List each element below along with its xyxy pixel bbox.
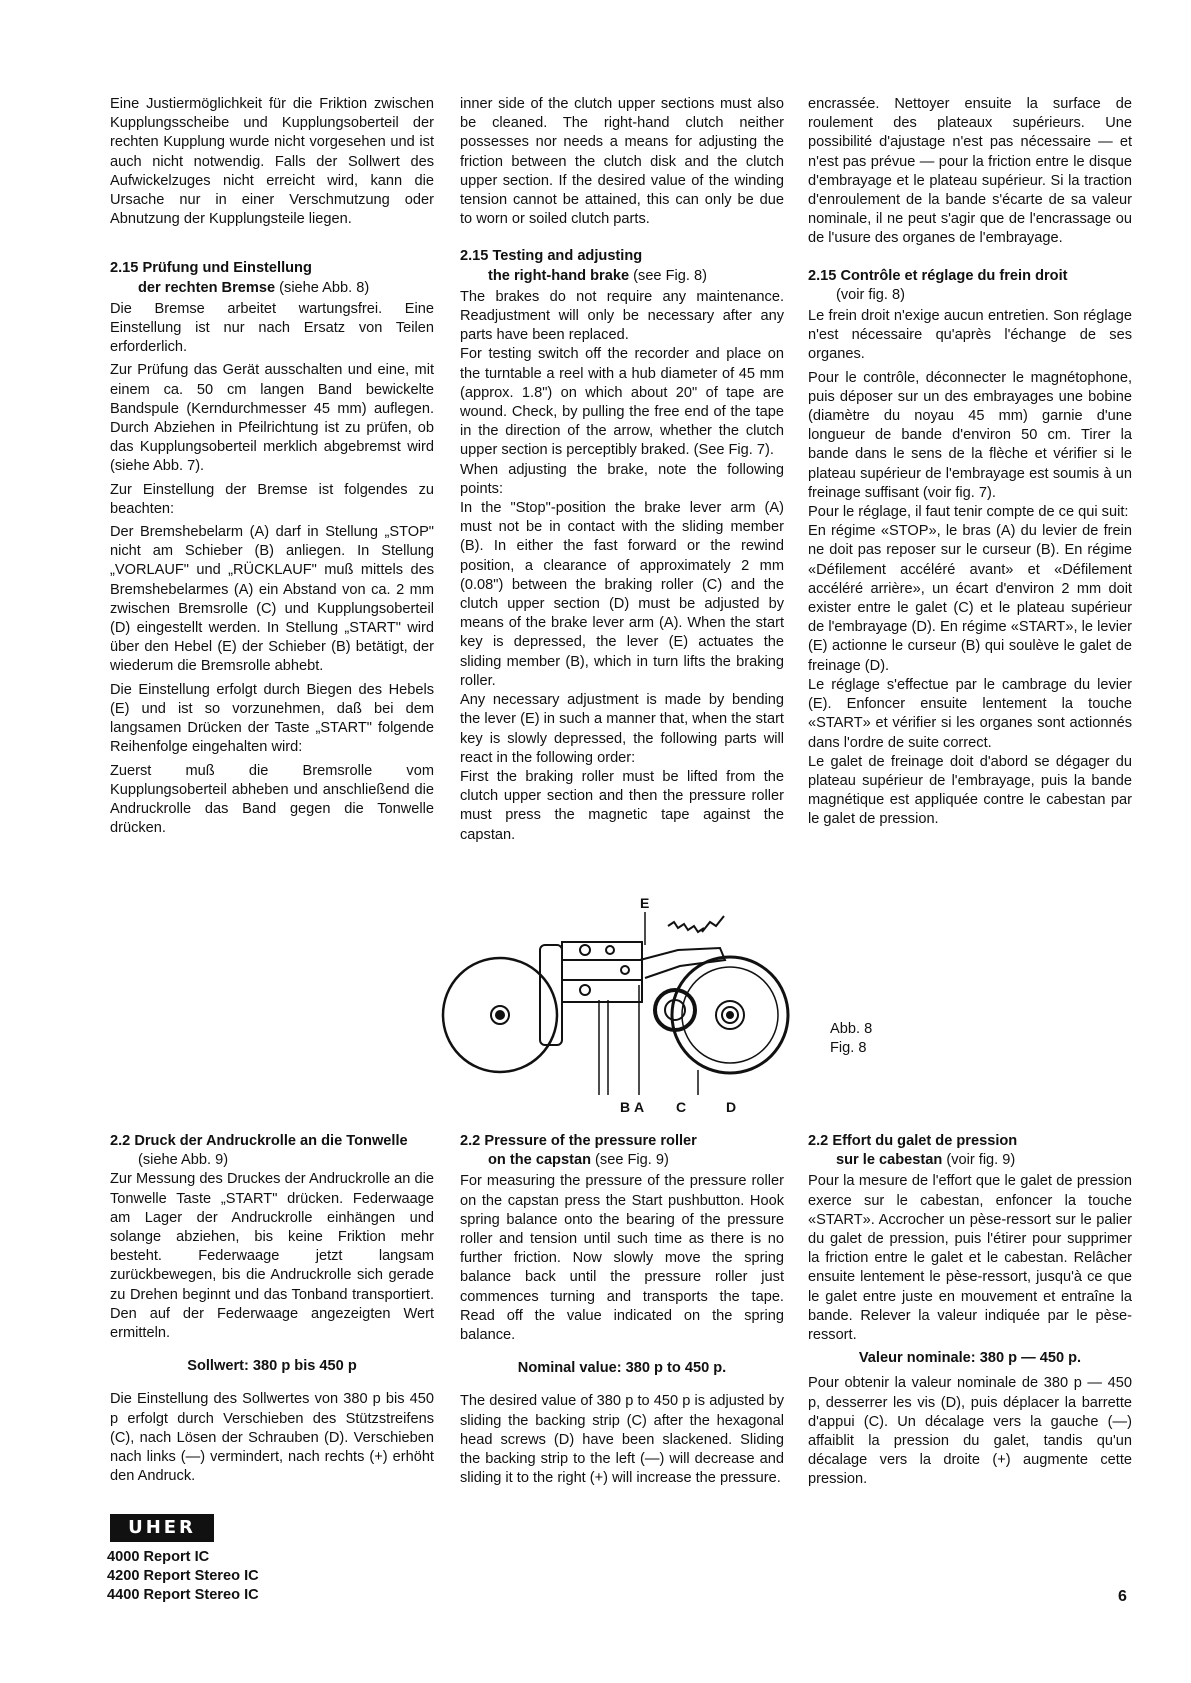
paragraph: Zur Prüfung das Gerät ausschalten und eine, mit einem ca. 50 cm langen Band bewickelte Bandspule (Kerndurchmesser 45 mm) auflegen. Durch Abziehen in Pfeilrichtung ist zu prüfen, ob das Kupplungsoberteil merklich abgebremst wird (siehe Abb. 7). [110, 362, 434, 475]
paragraph: Zur Einstellung der Bremse ist folgendes zu beachten: [110, 481, 434, 517]
model-list [107, 1548, 259, 1605]
section-heading-sub [488, 267, 784, 286]
paragraph: Pour le contrôle, déconnecter le magnétophone, puis déposer sur un des embrayages une bobine (diamètre du noyau 45 mm) garnie d'une longueur de bande d'environ 50 cm. Tirer la bande dans le sens de la flèche et vérifier si le plateau supérieur de l'embrayage est soumis à un freinage suffisant (voir fig. 7). [808, 369, 1132, 501]
section-heading-sub [836, 286, 1132, 305]
paragraph: Pour le réglage, il faut tenir compte de ce qui suit: [808, 504, 1129, 521]
paragraph: Der Bremshebelarm (A) darf in Stellung „STOP" nicht am Schieber (B) anliegen. In Stellung „VORLAUF" und „RÜCKLAUF" muß mittels des Bremshebelarmes (A) ein Abstand von ca. 2 mm zwischen Bremsrolle (C) und Kupplungsoberteil (D) eingestellt werden. In Stellung „START" wird über den Hebel (E) der Schieber (B) betätigt, der wiederum die Bremsrolle abhebt. [110, 524, 434, 675]
figure-reference: (see Fig. 9) [595, 1152, 669, 1169]
figure-reference: (voir fig. 8) [836, 286, 905, 303]
label-d: D [726, 1099, 737, 1115]
brake-lever-arm [562, 942, 642, 1002]
paragraph: In the "Stop"-position the brake lever arm (A) must not be in contact with the sliding member (B). In either the fast forward or the rewind position, a clearance of approximately 2 mm (0.08") between the braking roller (C) and the clutch upper section (D) must be adjusted by means of the brake lever arm (A). When the start key is depressed, the lever (E) actuates the sliding member (B), which in turn lifts the braking roller. [460, 500, 784, 689]
paragraph: The brakes do not require any maintenance. Readjustment will only be necessary after any parts have been replaced. [460, 288, 784, 344]
caption-german: Abb. 8 [830, 1021, 873, 1037]
label-b: B [620, 1099, 631, 1115]
uher-logo: UHER [110, 1514, 214, 1542]
model-name: 4000 Report IC [107, 1549, 210, 1565]
spring [668, 922, 704, 932]
lever-e [640, 948, 725, 978]
nominal-value: Sollwert: 380 p bis 450 p [187, 1358, 357, 1375]
figure-reference: (see Fig. 8) [633, 267, 707, 284]
section-heading: 2.2 Druck der Andruckrolle an die Tonwelle [110, 1133, 408, 1149]
figure-caption [830, 1020, 872, 1058]
paragraph: inner side of the clutch upper sections must also be cleaned. The right-hand clutch neither possesses nor needs a means for adjusting the friction between the clutch disk and the clutch upper section. If the desired value of the winding tension cannot be attained, this can only be due to worn or soiled clutch parts. [460, 96, 784, 228]
section-heading-sub [836, 1151, 1132, 1170]
section-heading: 2.2 Effort du galet de pression [808, 1133, 1018, 1149]
label-e: E [640, 895, 650, 911]
paragraph: Die Bremse arbeitet wartungsfrei. Eine Einstellung ist nur nach Ersatz von Teilen erforderlich. [110, 300, 434, 356]
paragraph: Zuerst muß die Bremsrolle vom Kupplungsoberteil abheben und anschließend die Andruckrolle das Band gegen die Tonwelle drücken. [110, 762, 434, 837]
paragraph: Le réglage s'effectue par le cambrage du levier (E). Enfoncer ensuite lentement la touche «START» et vérifier si les organes sont actionnés dans l'ordre de suite correct. [808, 676, 1132, 751]
paragraph: The desired value of 380 p to 450 p is adjusted by sliding the backing strip (C) after the hexagonal head screws (D) have been slackened. Sliding the backing strip to the left (—) will decrease and sliding it to the right (+) will increase the pressure. [460, 1393, 784, 1487]
page-number: 6 [1118, 1588, 1127, 1605]
figure-reference: (voir fig. 9) [946, 1152, 1016, 1169]
model-name: 4400 Report Stereo IC [107, 1587, 259, 1603]
paragraph: Pour obtenir la valeur nominale de 380 p — 450 p, desserrer les vis (D), puis déplacer la barrette d'appui (C). Un décalage vers la gauche (—) affaiblit la pression du galet, tandis qu'un décalage vers la droite (+) augmente cette pression. [808, 1375, 1132, 1488]
paragraph: Zur Messung des Druckes der Andruckrolle an die Tonwelle Taste „START" drücken. Federwaage am Lager der Andruckrolle einhängen und solange abziehen, bis keine Friktion mehr besteht. Federwaage jetzt langsam zurückbewegen, bis die Andruckrolle sich gerade zu Drehen beginnt und das Tonband transportiert. Den auf der Federwaage angezeigten Wert ermitteln. [110, 1171, 434, 1342]
column-english-bottom [460, 1132, 784, 1492]
paragraph: Eine Justiermöglichkeit für die Friktion zwischen Kupplungsscheibe und Kupplungsoberteil der rechten Kupplung wurde nicht vorgesehen und ist auch nicht notwendig. Falls der Sollwert des Aufwickelzuges nicht erreicht wird, kann die Ursache nur in einer Verschmutzung oder Abnutzung der Kupplungsteile liegen. [110, 96, 434, 228]
nominal-value: Valeur nominale: 380 p — 450 p. [858, 1350, 1082, 1367]
caption-english: Fig. 8 [830, 1040, 867, 1056]
heading-text: der rechten Bremse [138, 279, 276, 296]
paragraph: Die Einstellung des Sollwertes von 380 p bis 450 p erfolgt durch Verschieben des Stützstreifens (C), nach Lösen der Schrauben (D). Verschieben nach links (—) vermindert, nach rechts (+) erhöht den Andruck. [110, 1391, 434, 1485]
paragraph: En régime «STOP», le bras (A) du levier de frein ne doit pas reposer sur le curseur (B). En régime «Défilement accéléré avant» et «Défilement accéléré arrière», un écart d'environ 2 mm doit exister entre le galet (C) et le plateau supérieur de l'embrayage (D). En régime «START», le levier (E) actionne le curseur (B) qui soulève le galet de freinage (D). [808, 523, 1132, 674]
paragraph: For testing switch off the recorder and place on the turntable a reel with a hub diameter of 45 mm (approx. 1.8") on which about 20" of tape are wound. Check, by pulling the free end of the tape in the direction of the arrow, whether the clutch upper section is perceptibly braked. (See Fig. 7). [460, 346, 784, 459]
section-heading: 2.15 Contrôle et réglage du frein droit [808, 267, 1068, 284]
section-heading: 2.15 Prüfung und Einstellung [110, 260, 312, 277]
sliding-member [540, 945, 562, 1045]
label-c: C [676, 1099, 687, 1115]
column-german-top [110, 95, 434, 842]
column-german-bottom [110, 1132, 434, 1490]
column-french-bottom [808, 1132, 1132, 1494]
paragraph: For measuring the pressure of the pressure roller on the capstan press the Start pushbutton. Hook spring balance onto the bearing of the pressure roller and tension until such time as there is no further friction. Now slowly move the spring balance back until the pressure roller just commences turning and transports the tape. Read off the value indicated on the spring balance. [460, 1173, 784, 1344]
figure-reference: (siehe Abb. 9) [138, 1152, 229, 1169]
model-name: 4200 Report Stereo IC [107, 1568, 259, 1584]
brake-mechanism-figure [440, 890, 820, 1120]
paragraph: Pour la mesure de l'effort que le galet de pression exerce sur le cabestan, enfoncer la touche «START». Accrocher un pèse-ressort sur le palier du galet de pression, puis l'étirer pour supprimer la friction entre le galet et le cabestan. Relâcher ensuite lentement le pèse-ressort, jusqu'à ce que le galet entre juste en mouvement et entraîne la bande. Relever la valeur indiquée par le pèse-ressort. [808, 1173, 1132, 1344]
column-french-top [808, 95, 1132, 830]
section-heading-sub [138, 279, 434, 298]
column-english-top [460, 95, 784, 845]
paragraph: Le galet de freinage doit d'abord se dégager du plateau supérieur de l'embrayage, puis la bande magnétique est appliquée contre le cabestan par le galet de pression. [808, 753, 1132, 828]
section-heading: 2.2 Pressure of the pressure roller [460, 1133, 697, 1149]
paragraph: encrassée. Nettoyer ensuite la surface de roulement des plateaux supérieurs. Une possibilité d'ajustage n'est pas nécessaire — et n'est pas prévue — pour la friction entre le disque d'embrayage et le plateau supérieur. Si la traction d'enroulement de la bande s'écarte de sa valeur nominale, il ne peut s'agir que de l'encrassage ou de l'usure des organes de l'embrayage. [808, 96, 1132, 247]
figure-reference: (siehe Abb. 8) [279, 279, 370, 296]
heading-text: the right-hand brake [488, 267, 630, 284]
section-heading-sub [488, 1151, 784, 1170]
label-a: A [634, 1099, 645, 1115]
paragraph: When adjusting the brake, note the following points: [460, 461, 784, 497]
heading-text: on the capstan [488, 1152, 591, 1169]
nominal-value: Nominal value: 380 p to 450 p. [517, 1360, 727, 1377]
paragraph: Die Einstellung erfolgt durch Biegen des Hebels (E) und ist so vorzunehmen, daß bei dem langsamen Drücken der Taste „START" folgende Reihenfolge eingehalten wird: [110, 681, 434, 756]
paragraph: First the braking roller must be lifted from the clutch upper section and then the pressure roller must press the magnetic tape against the capstan. [460, 768, 784, 843]
paragraph: Any necessary adjustment is made by bending the lever (E) in such a manner that, when the start key is slowly depressed, the following parts will react in the following order: [460, 692, 784, 766]
paragraph: Le frein droit n'exige aucun entretien. Son réglage n'est nécessaire qu'après l'échange de ses organes. [808, 308, 1132, 363]
heading-text: sur le cabestan [836, 1152, 943, 1169]
section-heading: 2.15 Testing and adjusting [460, 248, 643, 265]
